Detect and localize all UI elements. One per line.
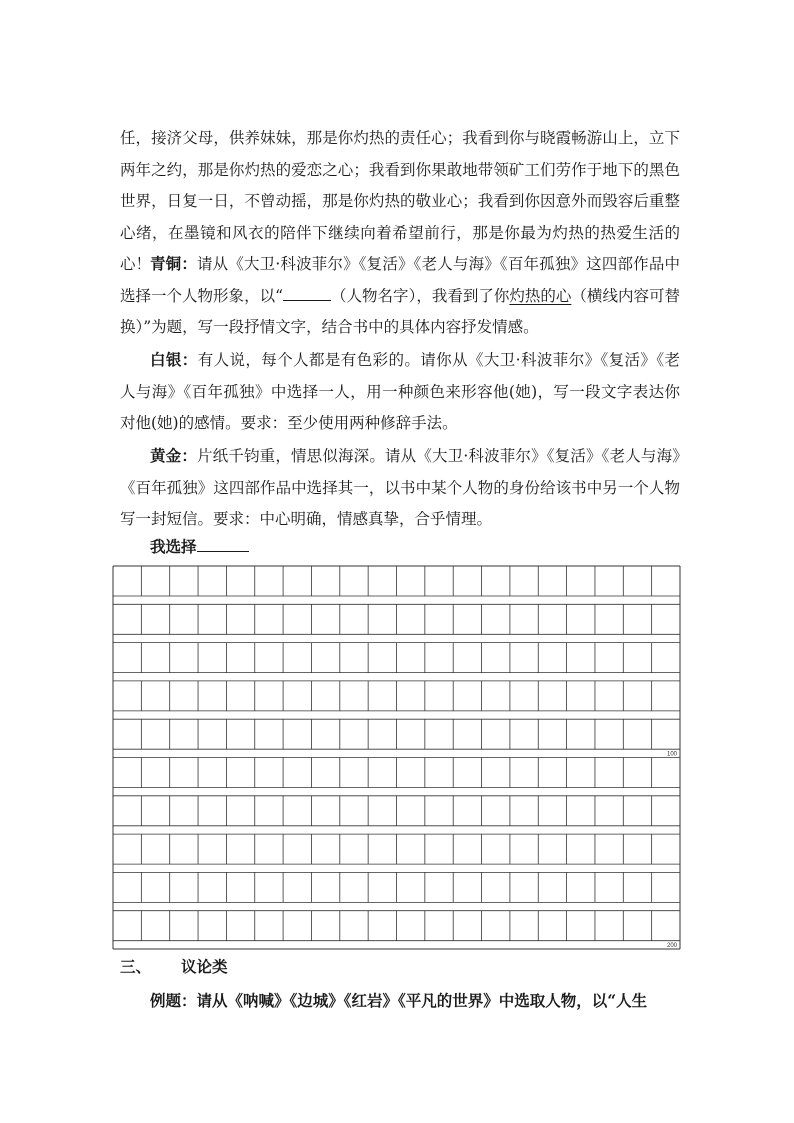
bronze-underlined: 灼热的心 <box>509 286 572 305</box>
section-title: 议论类 <box>181 957 228 976</box>
grid-count-mark: 100 <box>666 751 677 758</box>
bronze-text-a: 请从《大卫·科波菲尔》《复活》《老人与海》《百年孤独》这四部作品中选择一个人物形象，以“ <box>120 255 680 305</box>
grid-count-mark: 200 <box>666 943 677 950</box>
section-number: 三、 <box>120 957 152 976</box>
choose-label: 我选择 <box>150 537 197 556</box>
silver-label: 白银： <box>150 350 198 369</box>
bronze-text-c: （横线内容可替换）”为题，写一段抒情文字，结合书中的具体内容抒发情感。 <box>120 286 680 336</box>
bronze-label: 青铜： <box>150 254 197 273</box>
gold-label: 黄金： <box>150 446 197 465</box>
bronze-text-b: （人物名字），我看到了你 <box>331 286 510 305</box>
section-heading <box>120 955 228 977</box>
gold-text: 片纸千钧重，情思似海深。请从《大卫·科波菲尔》《复活》《老人与海》《百年孤独》这四部作品中选择其一，以书中某个人物的身份给该书中另一个人物写一封短信。要求：中心明确，情感真挚，合乎情理。 <box>120 447 680 528</box>
example-question: 例题：请从《呐喊》《边城》《红岩》《平凡的世界》中选取人物，以“人生 <box>150 991 648 1010</box>
intro-paragraph: 任，接济父母，供养妹妹，那是你灼热的责任心；我看到你与晓霞畅游山上，立下两年之约，那是你灼热的爱恋之心；我看到你果敢地带领矿工们劳作于地下的黑色世界，日复一日，不曾动摇，那是你灼热的敬业心；我看到你因意外而毁容后重整心绪，在墨镜和风衣的陪伴下继续向着希望前行，那是你最为灼热的热爱生活的心！ <box>120 129 680 273</box>
silver-text: 有人说，每个人都是有色彩的。请你从《大卫·科波菲尔》《复活》《老人与海》《百年孤独》中选择一人，用一种颜色来形容他(她)，写一段文字表达你对他(她)的感情。要求：至少使用两种修辞手法。 <box>120 351 680 432</box>
